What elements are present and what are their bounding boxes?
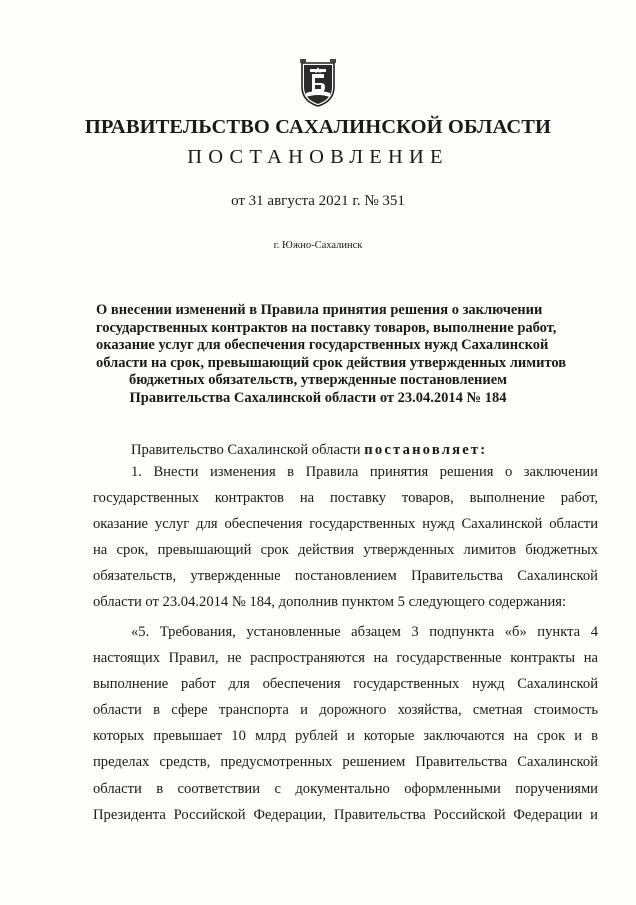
document-title: [96, 302, 567, 408]
text-line: обязательств, утвержденные постановлением Правительства Сахалинской: [93, 568, 598, 585]
title-line: государственных контрактов на поставку товаров, выполнение работ,: [96, 319, 557, 336]
document-type: ПОСТАНОВЛЕНИЕ: [187, 146, 449, 168]
title-line: бюджетных обязательств, утвержденные постановлением: [128, 372, 508, 389]
text-line: настоящих Правил, не распространяются на государственные контракты на: [93, 650, 598, 667]
title-line: Правительства Сахалинской области от 23.04.2014 № 184: [129, 389, 507, 406]
title-line: области на срок, превышающий срок действия утвержденных лимитов: [96, 354, 567, 371]
text-line: государственных контрактов на поставку товаров, выполнение работ,: [93, 490, 598, 507]
text-line: области от 23.04.2014 № 184, дополнив пунктом 5 следующего содержания:: [93, 594, 567, 611]
text-line: выполнение работ для обеспечения государственных нужд Сахалинской: [93, 676, 598, 693]
paragraph-2: [93, 619, 598, 828]
text-line: пределах средств, предусмотренных решением Правительства Сахалинской: [93, 754, 598, 771]
text-line: на срок, превышающий срок действия утвержденных лимитов бюджетных: [93, 542, 598, 559]
text-line: области в соответствии с документально оформленными поручениями: [93, 780, 598, 797]
document-city: г. Южно-Сахалинск: [273, 240, 363, 251]
text-line: которых превышает 10 млрд рублей и которые заключаются на срок и в: [93, 728, 598, 745]
preamble: [131, 442, 487, 459]
document-date-number: от 31 августа 2021 г. № 351: [231, 193, 405, 209]
title-line: О внесении изменений в Правила принятия решения о заключении: [96, 302, 543, 318]
text-line: оказание услуг для обеспечения государственных нужд Сахалинской области: [93, 516, 598, 533]
preamble-verb: постановляет:: [364, 442, 488, 458]
text-line: области в сфере транспорта и дорожного хозяйства, сметная стоимость: [93, 702, 598, 719]
text-line: 1. Внести изменения в Правила принятия решения о заключении: [131, 464, 598, 480]
text-line: «5. Требования, установленные абзацем 3 подпункта «б» пункта 4: [131, 624, 598, 640]
paragraph-1: [93, 459, 598, 616]
coat-of-arms-icon: [300, 57, 336, 107]
government-name: ПРАВИТЕЛЬСТВО САХАЛИНСКОЙ ОБЛАСТИ: [84, 116, 552, 138]
preamble-lead: Правительство Сахалинской области: [131, 442, 365, 458]
title-line: оказание услуг для обеспечения государственных нужд Сахалинской: [96, 337, 549, 354]
text-line: Президента Российской Федерации, Правительства Российской Федерации и: [93, 806, 598, 823]
